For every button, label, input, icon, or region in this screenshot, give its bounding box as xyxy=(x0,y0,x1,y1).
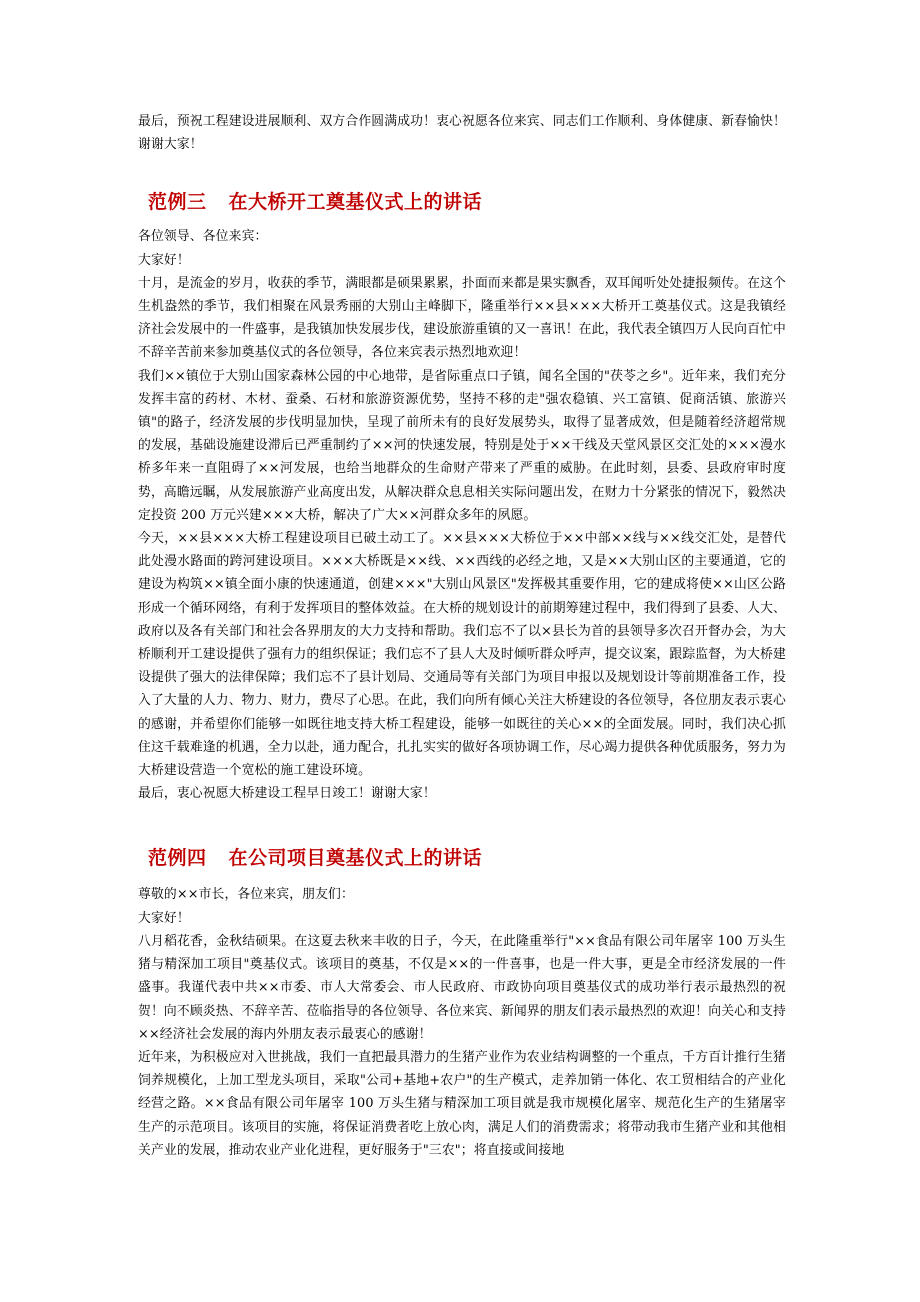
section4-heading xyxy=(138,845,786,871)
section4-number: 范例四 xyxy=(148,847,207,870)
section3-closing: 最后，衷心祝愿大桥建设工程早日竣工！谢谢大家！ xyxy=(138,786,436,802)
section4-greeting: 大家好！ xyxy=(138,910,190,926)
section4-paragraph: 八月稻花香，金秋结硕果。在这夏去秋来丰收的日子，今天，在此隆重举行"××食品有限公司年屠宰 100 万头生猪与精深加工项目"奠基仪式。该项目的奠基，不仅是××的一件喜事，也是一件大事，更是全市经济发展的一件盛事。我谨代表中共××市委、市人大常委会、市人民政府、市政协向项目奠基仪式的成功举行表示最热烈的祝贺！向不顾炎热、不辞辛苦、莅临指导的各位领导、各位来宾、新闻界的朋友们表示最热烈的欢迎！向关心和支持××经济社会发展的海内外朋友表示最衷心的感谢！ xyxy=(138,933,786,1042)
section4-paragraph: 近年来，为积极应对入世挑战，我们一直把最具潜力的生猪产业作为农业结构调整的一个重点，千方百计推行生猪饲养规模化，上加工型龙头项目，采取"公司+基地+农户"的生产模式，走养加销一体化、农工贸相结合的产业化经营之路。××食品有限公司年屠宰 100 万头生猪与精深加工项目就是我市规模化屠宰、规范化生产的生猪屠宰生产的示范项目。该项目的实施，将保证消费者吃上放心肉，满足人们的消费需求；将带动我市生猪产业和其他相关产业的发展，推动农业产业化进程，更好服务于"三农"；将直接或间接地 xyxy=(138,1049,786,1158)
section3-paragraph: 十月，是流金的岁月，收获的季节，满眼都是硕果累累，扑面而来都是果实飘香，双耳闻听处处捷报频传。在这个生机盎然的季节，我们相聚在风景秀丽的大别山主峰脚下，隆重举行××县×××大桥开工奠基仪式。这是我镇经济社会发展中的一件盛事，是我镇加快发展步伐，建设旅游重镇的又一喜讯！在此，我代表全镇四万人民向百忙中不辞辛苦前来参加奠基仪式的各位领导，各位来宾表示热烈地欢迎！ xyxy=(138,275,786,361)
section3-paragraph: 我们××镇位于大别山国家森林公园的中心地带，是省际重点口子镇，闻名全国的"茯苓之乡"。近年来，我们充分发挥丰富的药材、木材、蚕桑、石材和旅游资源优势，坚持不移的走"强农稳镇、兴工富镇、促商活镇、旅游兴镇"的路子，经济发展的步伐明显加快，呈现了前所未有的良好发展势头，取得了显著成效，但是随着经济超常规的发展，基础设施建设滞后已严重制约了××河的快速发展，特别是处于××干线及天堂风景区交汇处的×××漫水桥多年来一直阻碍了××河发展，也给当地群众的生命财产带来了严重的威胁。在此时刻，县委、县政府审时度势，高瞻远瞩，从发展旅游产业高度出发，从解决群众息息相关实际问题出发，在财力十分紧张的情况下，毅然决定投资 200 万元兴建×××大桥，解决了广大××河群众多年的夙愿。 xyxy=(138,368,786,523)
section4-salutation: 尊敬的××市长，各位来宾，朋友们： xyxy=(138,887,354,903)
section3-number: 范例三 xyxy=(148,191,207,214)
closing-paragraph: 最后，预祝工程建设进展顺利、双方合作圆满成功！衷心祝愿各位来宾、同志们工作顺利、身体健康、新春愉快！谢谢大家！ xyxy=(138,114,786,153)
section3-heading xyxy=(138,189,786,215)
section3-greeting: 大家好！ xyxy=(138,252,190,268)
section4-title: 在公司项目奠基仪式上的讲话 xyxy=(228,847,483,870)
section3-title: 在大桥开工奠基仪式上的讲话 xyxy=(228,191,483,214)
section3-salutation: 各位领导、各位来宾： xyxy=(138,229,268,245)
document-page xyxy=(138,110,786,1162)
section3-paragraph: 今天，××县×××大桥工程建设项目已破土动工了。××县×××大桥位于××中部××线与××线交汇处，是替代此处漫水路面的跨河建设项目。×××大桥既是××线、××西线的必经之地，又是××大别山区的主要通道，它的建设为构筑××镇全面小康的快速通道，创建×××"大别山风景区"发挥极其重要作用，它的建成将使××山区公路形成一个循环网络，有利于发挥项目的整体效益。在大桥的规划设计的前期筹建过程中，我们得到了县委、人大、政府以及各有关部门和社会各界朋友的大力支持和帮助。我们忘不了以×县长为首的县领导多次召开督办会，为大桥顺利开工建设提供了强有力的组织保证；我们忘不了县人大及时倾听群众呼声，提交议案，跟踪监督，为大桥建设提供了强大的法律保障；我们忘不了县计划局、交通局等有关部门为项目申报以及规划设计等前期准备工作，投入了大量的人力、物力、财力，费尽了心思。在此，我们向所有倾心关注大桥建设的各位领导，各位朋友表示衷心的感谢，并希望你们能够一如既往地支持大桥工程建设，能够一如既往的关心××的全面发展。同时，我们决心抓住这千载难逢的机遇，全力以赴，通力配合，扎扎实实的做好各项协调工作，尽心竭力提供各种优质服务，努力为大桥建设营造一个宽松的施工建设环境。 xyxy=(138,531,786,779)
